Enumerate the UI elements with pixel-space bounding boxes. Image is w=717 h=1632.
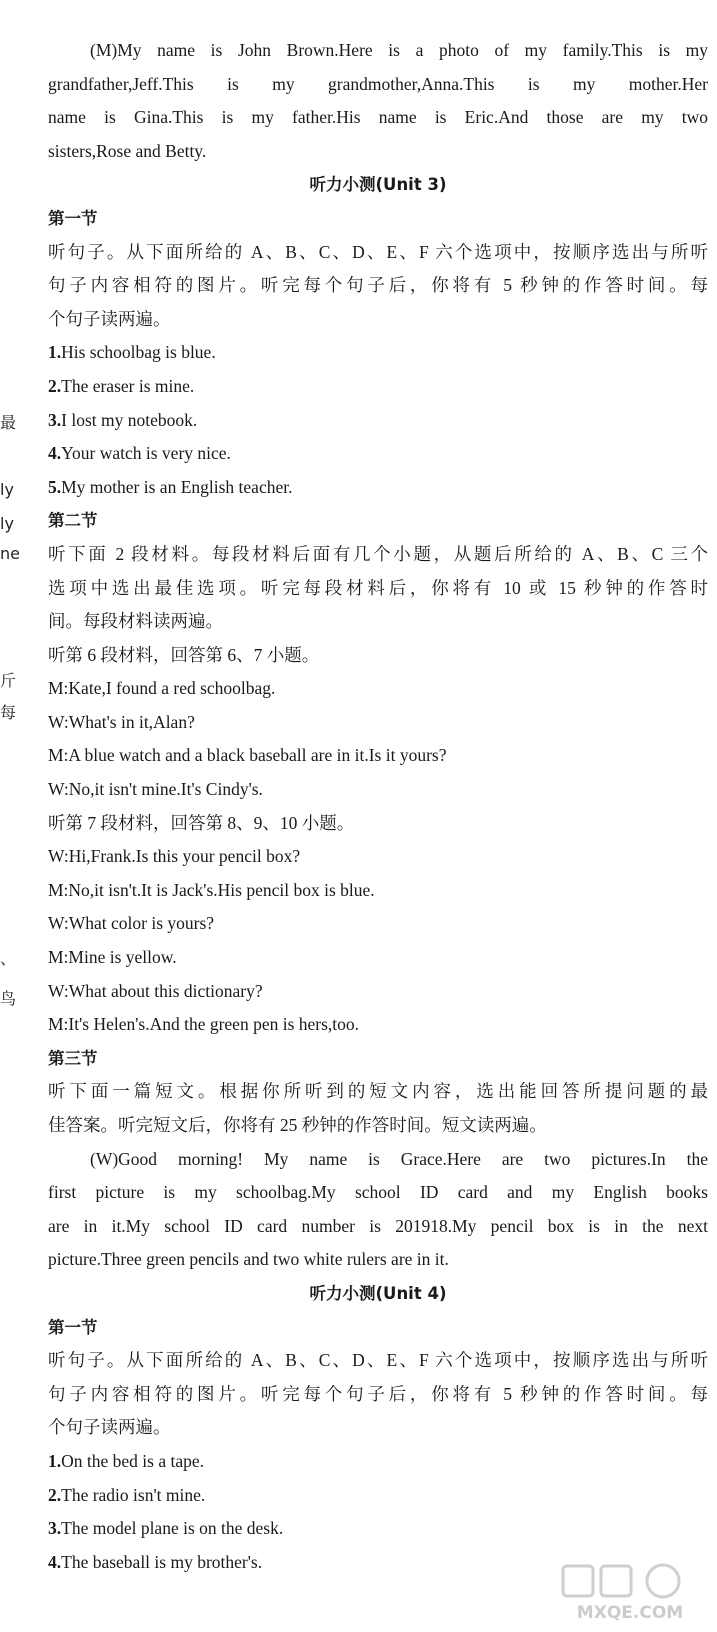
passage-line: first picture is my schoolbag.My school ID card and my English books: [48, 1182, 708, 1203]
item-number: 3.: [48, 409, 62, 430]
list-item: [48, 1512, 708, 1546]
instruction-line: 个句子读两遍。: [48, 308, 171, 329]
item-text: His schoolbag is blue.: [61, 342, 216, 363]
unit4-part1-heading: 第一节: [48, 1317, 98, 1337]
instruction-line: 听句子。从下面所给的 A、B、C、D、E、F 六个选项中，按顺序选出与所听: [48, 1350, 708, 1371]
margin-fragment: 每: [0, 703, 17, 722]
item-number: 4.: [48, 1551, 62, 1572]
item-text: My mother is an English teacher.: [61, 476, 293, 497]
list-item: [48, 1445, 708, 1479]
passage-line: name is Gina.This is my father.His name is Eric.And those are my two: [48, 107, 708, 128]
watermark-text: MXQE.COM: [576, 1603, 684, 1623]
instruction-line: 选项中选出最佳选项。听完每段材料后，你将有 10 或 15 秒钟的作答时: [48, 577, 708, 598]
dialogue-line: M:A blue watch and a black baseball are in it.Is it yours?: [48, 745, 447, 766]
item-number: 3.: [48, 1518, 62, 1539]
item-number: 1.: [48, 1450, 62, 1471]
margin-fragment: 最: [0, 413, 17, 432]
margin-fragment: 斤: [0, 671, 17, 690]
passage-line: picture.Three green pencils and two white rulers are in it.: [48, 1249, 449, 1270]
dialogue-line: M:Kate,I found a red schoolbag.: [48, 678, 276, 699]
item-number: 1.: [48, 342, 62, 363]
item-number: 5.: [48, 476, 62, 497]
margin-fragment: ly: [0, 514, 14, 533]
dialogue-line: W:What's in it,Alan?: [48, 711, 195, 732]
unit3-part3-heading: 第三节: [48, 1048, 98, 1068]
passage-line: are in it.My school ID card number is 201918.My pencil box is in the next: [48, 1215, 708, 1236]
item-text: The eraser is mine.: [61, 375, 195, 396]
passage-line: sisters,Rose and Betty.: [48, 140, 207, 161]
item-text: The radio isn't mine.: [61, 1484, 206, 1505]
dialogue-intro: 听第 7 段材料，回答第 8、9、10 小题。: [48, 812, 355, 833]
margin-fragment: 、: [0, 949, 17, 968]
list-item: [48, 404, 708, 438]
family-passage: [48, 34, 708, 168]
dialogue-intro: 听第 6 段材料，回答第 6、7 小题。: [48, 644, 320, 665]
dialogue-line: M:It's Helen's.And the green pen is hers,too.: [48, 1014, 360, 1035]
item-text: I lost my notebook.: [61, 409, 198, 430]
list-item: [48, 437, 708, 471]
item-number: 2.: [48, 375, 62, 396]
dialogue-line: W:Hi,Frank.Is this your pencil box?: [48, 846, 301, 867]
unit3-part2-heading: 第二节: [48, 511, 98, 531]
passage-line: (M)My name is John Brown.Here is a photo of my family.This is my: [90, 40, 708, 60]
item-number: 2.: [48, 1484, 62, 1505]
dialogue-line: W:What color is yours?: [48, 913, 215, 934]
instruction-line: 听下面 2 段材料。每段材料后面有几个小题，从题后所给的 A、B、C 三个: [48, 543, 708, 564]
instruction-line: 听句子。从下面所给的 A、B、C、D、E、F 六个选项中，按顺序选出与所听: [48, 241, 708, 262]
watermark-logo: [555, 1562, 705, 1624]
list-item: [48, 370, 708, 404]
item-number: 4.: [48, 443, 62, 464]
passage-line: (W)Good morning! My name is Grace.Here are two pictures.In the: [90, 1148, 708, 1169]
item-text: The model plane is on the desk.: [61, 1518, 284, 1539]
passage-line: grandfather,Jeff.This is my grandmother,Anna.This is my mother.Her: [48, 73, 708, 94]
instruction-line: 间。每段材料读两遍。: [48, 611, 223, 632]
page-content: [48, 34, 708, 1579]
dialogue-line: M:Mine is yellow.: [48, 947, 177, 968]
item-text: Your watch is very nice.: [61, 443, 231, 464]
instruction-line: 句子内容相符的图片。听完每个句子后，你将有 5 秒钟的作答时间。每: [48, 1383, 708, 1404]
margin-fragment: ly: [0, 480, 14, 499]
unit4-title: 听力小测(Unit 4): [309, 1283, 447, 1303]
list-item: [48, 471, 708, 505]
margin-fragment: ne: [0, 544, 20, 563]
instruction-line: 个句子读两遍。: [48, 1417, 171, 1438]
unit3-part1-heading: 第一节: [48, 208, 98, 228]
answer-circle-logo-icon: [555, 1562, 705, 1624]
instruction-line: 佳答案。听完短文后，你将有 25 秒钟的作答时间。短文读两遍。: [48, 1115, 547, 1135]
unit3-title: 听力小测(Unit 3): [309, 175, 447, 195]
instruction-line: 句子内容相符的图片。听完每个句子后，你将有 5 秒钟的作答时间。每: [48, 275, 708, 296]
instruction-line: 听下面一篇短文。根据你所听到的短文内容，选出能回答所提问题的最: [48, 1081, 708, 1102]
margin-fragment: 鸟: [0, 989, 17, 1008]
dialogue-line: W:No,it isn't mine.It's Cindy's.: [48, 779, 263, 800]
list-item: [48, 1479, 708, 1513]
item-text: The baseball is my brother's.: [61, 1551, 263, 1572]
dialogue-line: W:What about this dictionary?: [48, 980, 263, 1001]
dialogue-line: M:No,it isn't.It is Jack's.His pencil box is blue.: [48, 879, 375, 900]
list-item: [48, 336, 708, 370]
item-text: On the bed is a tape.: [61, 1450, 204, 1471]
